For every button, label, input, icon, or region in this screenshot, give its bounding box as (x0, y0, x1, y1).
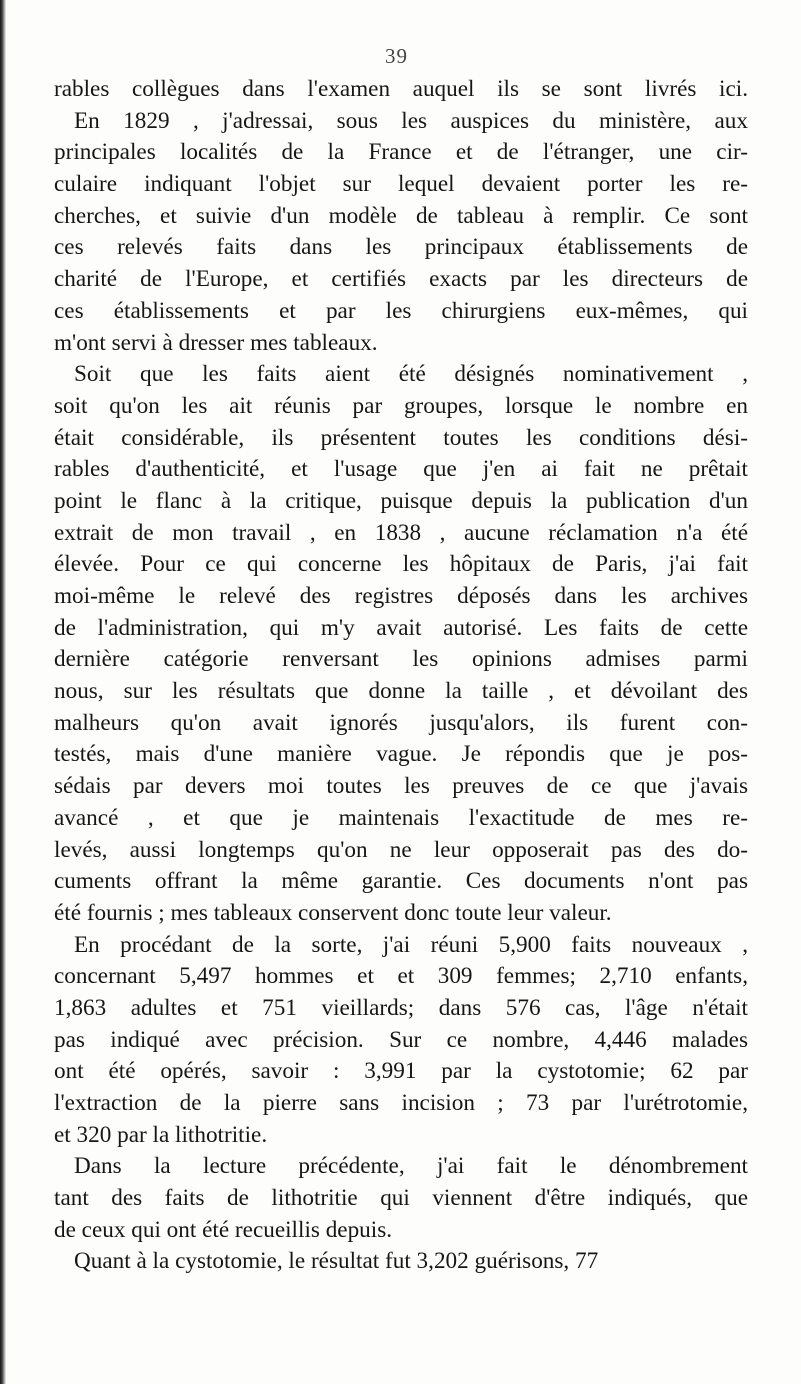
text-line: ont été opérés, savoir : 3,991 par la cystotomie; 62 par (54, 1058, 748, 1085)
text-line: levés, aussi longtemps qu'on ne leur opposerait pas des do- (54, 836, 748, 863)
text-line: malheurs qu'on avait ignorés jusqu'alors, ils furent con- (54, 709, 748, 736)
text-line: élevée. Pour ce qui concerne les hôpitaux de Paris, j'ai fait (54, 551, 748, 578)
page-binding-edge (0, 0, 6, 1384)
text-line: ces relevés faits dans les principaux établissements de (54, 234, 748, 261)
text-line: nous, sur les résultats que donne la taille , et dévoilant des (54, 678, 748, 705)
text-line: Soit que les faits aient été désignés nominativement , (74, 361, 748, 388)
text-line: rables collègues dans l'examen auquel ils se sont livrés ici. (54, 76, 748, 102)
text-line: extrait de mon travail , en 1838 , aucune réclamation n'a été (54, 519, 748, 546)
text-line: point le flanc à la critique, puisque depuis la publication d'un (54, 487, 748, 514)
text-line: sédais par devers moi toutes les preuves de ce que j'avais (54, 773, 748, 800)
text-line: Quant à la cystotomie, le résultat fut 3,202 guérisons, 77 (74, 1248, 599, 1275)
text-line: En 1829 , j'adressai, sous les auspices du ministère, aux (74, 107, 748, 134)
text-line: et 320 par la lithotritie. (54, 1121, 268, 1148)
text-line: charité de l'Europe, et certifiés exacts par les directeurs de (54, 266, 748, 293)
text-line: soit qu'on les ait réunis par groupes, lorsque le nombre en (54, 392, 748, 419)
text-line: culaire indiquant l'objet sur lequel devaient porter les re- (54, 171, 748, 198)
text-line: m'ont servi à dresser mes tableaux. (54, 329, 378, 356)
text-line: Dans la lecture précédente, j'ai fait le dénombrement (74, 1153, 748, 1180)
text-line: moi-même le relevé des registres déposés dans les archives (54, 583, 748, 609)
body-text (54, 74, 748, 1278)
text-line: En procédant de la sorte, j'ai réuni 5,900 faits nouveaux , (74, 931, 748, 958)
text-line: cherches, et suivie d'un modèle de tableau à remplir. Ce sont (54, 202, 748, 229)
text-line: 1,863 adultes et 751 vieillards; dans 576 cas, l'âge n'était (54, 994, 748, 1021)
text-line: rables d'authenticité, et l'usage que j'en ai fait ne prêtait (54, 456, 748, 483)
text-line: pas indiqué avec précision. Sur ce nombre, 4,446 malades (54, 1026, 748, 1053)
text-line: été fournis ; mes tableaux conservent donc toute leur valeur. (54, 899, 612, 926)
text-line: concernant 5,497 hommes et et 309 femmes; 2,710 enfants, (54, 963, 748, 990)
text-line: testés, mais d'une manière vague. Je répondis que je pos- (54, 741, 748, 768)
text-line: était considérable, ils présentent toutes les conditions dési- (54, 424, 748, 451)
page-number: 39 (385, 44, 408, 68)
text-line: ces établissements et par les chirurgiens eux-mêmes, qui (54, 297, 748, 324)
text-line: de ceux qui ont été recueillis depuis. (54, 1216, 393, 1243)
text-line: avancé , et que je maintenais l'exactitude de mes re- (54, 804, 748, 831)
text-line: l'extraction de la pierre sans incision ; 73 par l'urétrotomie, (54, 1090, 748, 1116)
text-line: dernière catégorie renversant les opinions admises parmi (54, 646, 748, 673)
text-line: de l'administration, qui m'y avait autorisé. Les faits de cette (54, 614, 748, 641)
text-line: tant des faits de lithotritie qui viennent d'être indiqués, que (54, 1185, 748, 1212)
text-line: cuments offrant la même garantie. Ces documents n'ont pas (54, 868, 748, 895)
text-line: principales localités de la France et de l'étranger, une cir- (54, 139, 748, 166)
